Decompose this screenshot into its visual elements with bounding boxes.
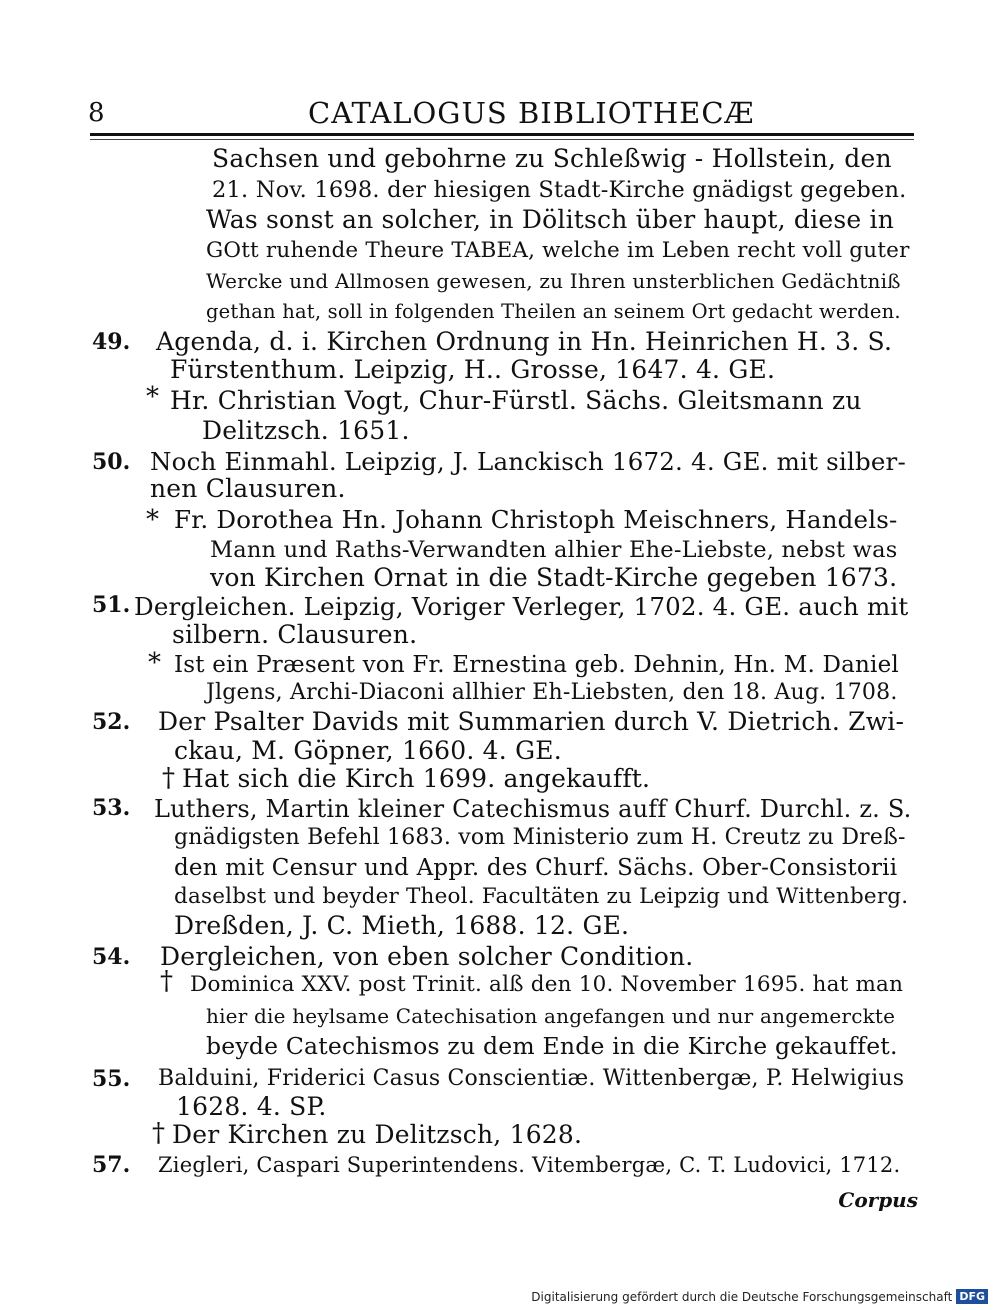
entry-number: 54. (92, 944, 131, 970)
page-number: 8 (88, 98, 105, 128)
text-line: Was sonst an solcher, in Dölitsch über haupt, diese in (206, 205, 894, 234)
text-line: Der Kirchen zu Delitzsch, 1628. (172, 1120, 583, 1149)
text-line: gnädigsten Befehl 1683. vom Ministerio zum H. Creutz zu Dreß- (174, 825, 906, 850)
header-rule-thin (90, 139, 914, 140)
text-line: Mann und Raths-Verwandten alhier Ehe-Liebste, nebst was (210, 537, 898, 563)
asterisk-mark: * (146, 505, 159, 535)
entry-number: 51. (92, 592, 131, 618)
text-line: gethan hat, soll in folgenden Theilen an seinem Ort gedacht werden. (206, 300, 901, 323)
catchword: Corpus (838, 1188, 918, 1212)
text-line: Der Psalter Davids mit Summarien durch V. Dietrich. Zwi- (158, 707, 905, 736)
text-line: Fr. Dorothea Hn. Johann Christoph Meischners, Handels- (174, 505, 898, 534)
footer-credit (531, 1289, 988, 1304)
text-line: Fürstenthum. Leipzig, H.. Grosse, 1647. 4. GE. (170, 355, 776, 384)
text-line: Ist ein Præsent von Fr. Ernestina geb. Dehnin, Hn. M. Daniel (174, 652, 899, 678)
text-line: daselbst und beyder Theol. Facultäten zu Leipzig und Wittenberg. (174, 884, 909, 909)
text-line: 21. Nov. 1698. der hiesigen Stadt-Kirche gnädigst gegeben. (212, 177, 907, 203)
entry-number: 52. (92, 709, 131, 735)
dagger-mark: † (152, 1118, 165, 1148)
header-rule (90, 133, 914, 136)
text-line: Dergleichen, von eben solcher Condition. (160, 942, 694, 971)
text-line: ckau, M. Göpner, 1660. 4. GE. (174, 736, 562, 765)
asterisk-mark: * (146, 382, 159, 412)
text-line: Jlgens, Archi-Diaconi allhier Eh-Liebsten, den 18. Aug. 1708. (206, 680, 898, 705)
text-line: Sachsen und gebohrne zu Schleßwig - Hollstein, den (212, 144, 892, 173)
text-line: beyde Catechismos zu dem Ende in die Kirche gekauffet. (206, 1032, 898, 1060)
text-line: Wercke und Allmosen gewesen, zu Ihren unsterblichen Gedächtniß (206, 269, 901, 293)
text-line: Hr. Christian Vogt, Chur-Fürstl. Sächs. Gleitsmann zu (170, 386, 862, 415)
entry-number: 55. (92, 1066, 131, 1092)
footer-text: Digitalisierung gefördert durch die Deutsche Forschungsgemeinschaft (531, 1289, 953, 1304)
text-line: von Kirchen Ornat in die Stadt-Kirche gegeben 1673. (210, 563, 898, 592)
text-line: hier die heylsame Catechisation angefangen und nur angemerckte (206, 1004, 896, 1028)
text-line: Agenda, d. i. Kirchen Ordnung in Hn. Heinrichen H. 3. S. (156, 327, 893, 356)
text-line: nen Clausuren. (150, 474, 346, 503)
dfg-logo: DFG (956, 1289, 988, 1304)
asterisk-mark: * (148, 648, 161, 678)
text-line: Ziegleri, Caspari Superintendens. Vitembergæ, C. T. Ludovici, 1712. (158, 1153, 901, 1177)
entry-number: 53. (92, 795, 131, 821)
text-line: Delitzsch. 1651. (202, 416, 410, 445)
text-line: Dominica XXV. post Trinit. alß den 10. November 1695. hat man (190, 972, 904, 997)
text-line: Hat sich die Kirch 1699. angekaufft. (182, 764, 651, 793)
dagger-mark: † (160, 966, 173, 996)
text-line: silbern. Clausuren. (172, 620, 418, 649)
text-line: Noch Einmahl. Leipzig, J. Lanckisch 1672. 4. GE. mit silber- (150, 447, 906, 476)
text-line: den mit Censur und Appr. des Churf. Sächs. Ober-Consistorii (174, 855, 898, 881)
text-line: Balduini, Friderici Casus Conscientiæ. Wittenbergæ, P. Helwigius (158, 1066, 905, 1091)
dagger-mark: † (162, 763, 175, 793)
text-line: Dreßden, J. C. Mieth, 1688. 12. GE. (174, 911, 630, 940)
entry-number: 57. (92, 1152, 131, 1178)
running-title: CATALOGUS BIBLIOTHECÆ (308, 96, 755, 130)
text-line: Luthers, Martin kleiner Catechismus auff Churf. Durchl. z. S. (154, 795, 912, 823)
entry-number: 49. (92, 329, 131, 355)
entry-number: 50. (92, 449, 131, 475)
text-line: 1628. 4. SP. (176, 1092, 327, 1121)
text-line: GOtt ruhende Theure TABEA, welche im Leben recht voll guter (206, 238, 910, 263)
text-line: Dergleichen. Leipzig, Voriger Verleger, 1702. 4. GE. auch mit (134, 592, 909, 621)
